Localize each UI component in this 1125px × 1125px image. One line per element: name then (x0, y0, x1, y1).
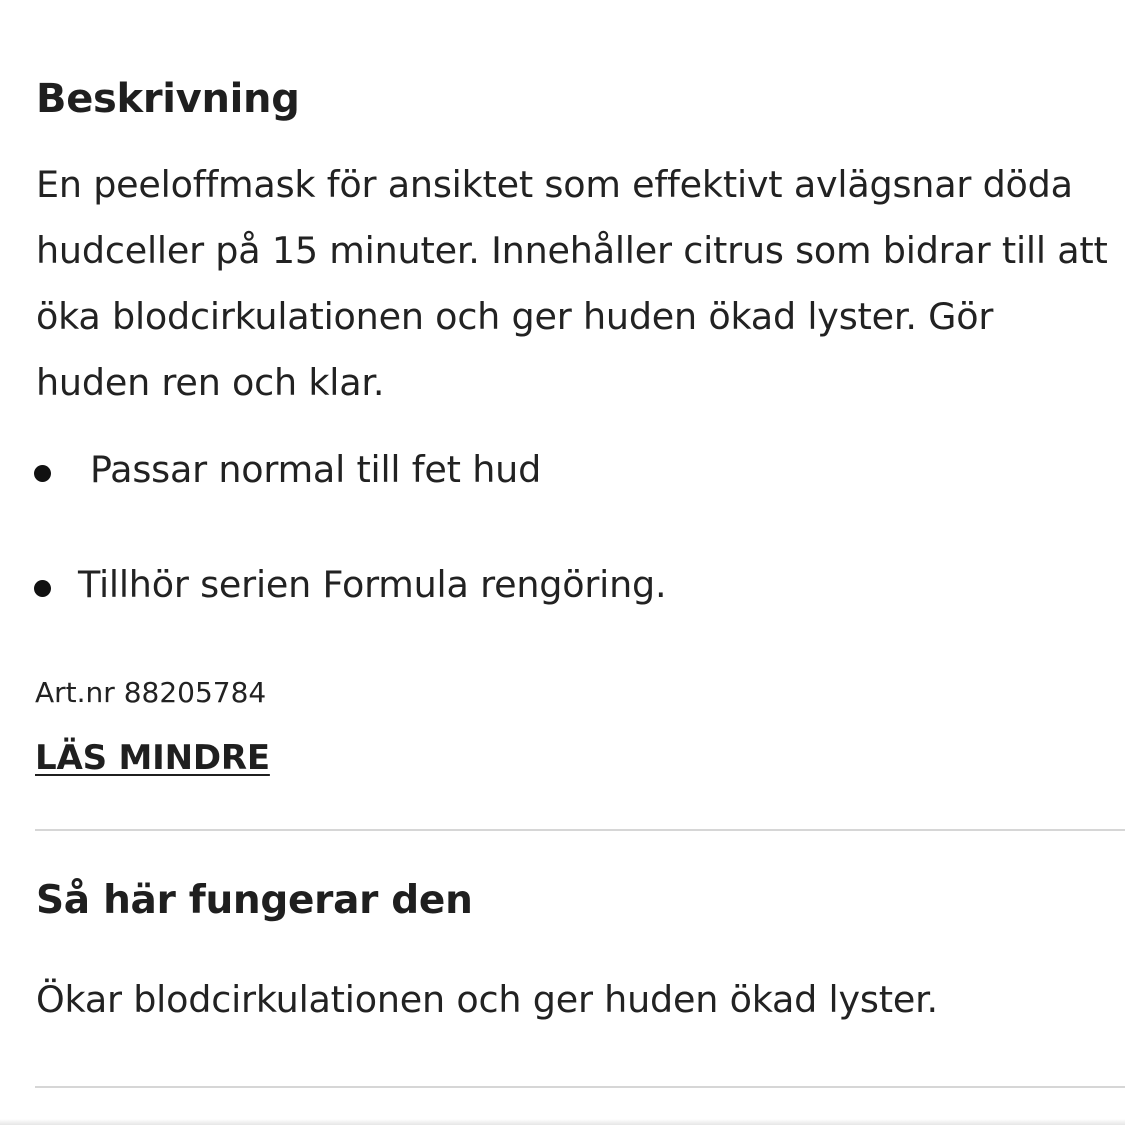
description-line: En peeloffmask för ansiktet som effektivt avlägsnar döda (36, 163, 1073, 206)
how-it-works-text: Ökar blodcirkulationen och ger huden ökad lyster. (36, 978, 938, 1021)
description-line: hudceller på 15 minuter. Innehåller citrus som bidrar till att (36, 229, 1108, 272)
bottom-shadow (0, 1119, 1125, 1125)
feature-text: Tillhör serien Formula rengöring. (78, 563, 667, 606)
description-line: huden ren och klar. (36, 361, 385, 404)
read-less-link[interactable]: LÄS MINDRE (35, 738, 270, 778)
bullet-icon (34, 465, 51, 482)
description-line: öka blodcirkulationen och ger huden ökad lyster. Gör (36, 295, 994, 338)
how-it-works-heading: Så här fungerar den (36, 878, 473, 923)
feature-text: Passar normal till fet hud (90, 448, 542, 491)
description-heading: Beskrivning (36, 76, 300, 122)
bullet-icon (34, 580, 51, 597)
description-text (36, 152, 1125, 416)
section-divider (35, 1086, 1125, 1088)
section-divider (35, 829, 1125, 831)
article-number: Art.nr 88205784 (35, 676, 267, 709)
